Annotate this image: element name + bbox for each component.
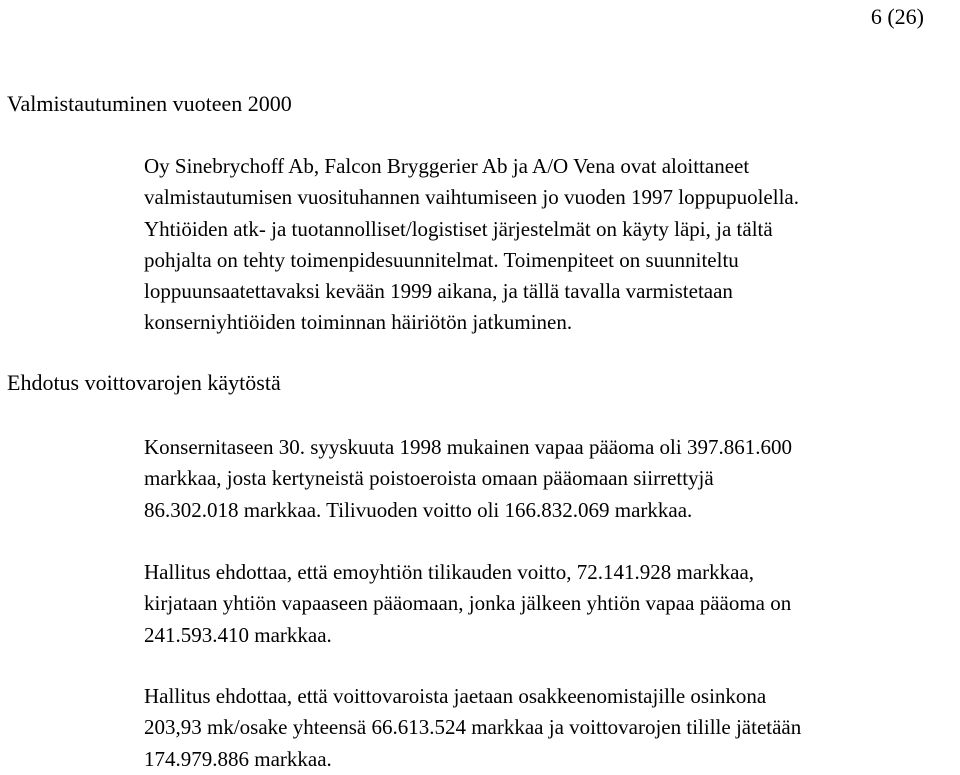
- paragraph-line: pohjalta on tehty toimenpidesuunnitelmat. Toimenpiteet on suunniteltu: [144, 247, 739, 272]
- paragraph-line: 86.302.018 markkaa. Tilivuoden voitto oli 166.832.069 markkaa.: [144, 497, 693, 522]
- paragraph-dividend: [144, 681, 944, 775]
- section-heading-y2k: Valmistautuminen vuoteen 2000: [7, 91, 292, 116]
- paragraph-line: loppuunsaatettavaksi kevään 1999 aikana, ja tällä tavalla varmistetaan: [144, 279, 733, 304]
- paragraph-line: 241.593.410 markkaa.: [144, 622, 332, 647]
- paragraph-line: valmistautumisen vuosituhannen vaihtumiseen jo vuoden 1997 loppupuolella.: [144, 185, 799, 210]
- paragraph-y2k: [144, 151, 944, 339]
- paragraph-line: 203,93 mk/osake yhteensä 66.613.524 markkaa ja voittovarojen tilille jätetään: [144, 715, 802, 740]
- paragraph-line: Oy Sinebrychoff Ab, Falcon Bryggerier Ab ja A/O Vena ovat aloittaneet: [144, 154, 750, 178]
- paragraph-parent-profit: [144, 557, 944, 651]
- page-number: 6 (26): [870, 4, 924, 29]
- section-heading-profit: Ehdotus voittovarojen käytöstä: [7, 370, 281, 395]
- paragraph-line: 174.979.886 markkaa.: [144, 746, 332, 771]
- paragraph-equity: [144, 432, 944, 526]
- paragraph-line: Hallitus ehdottaa, että emoyhtiön tilikauden voitto, 72.141.928 markkaa,: [144, 560, 755, 584]
- paragraph-line: Yhtiöiden atk- ja tuotannolliset/logistiset järjestelmät on käyty läpi, ja tältä: [144, 216, 773, 241]
- paragraph-line: Hallitus ehdottaa, että voittovaroista jaetaan osakkeenomistajille osinkona: [144, 684, 767, 708]
- paragraph-line: markkaa, josta kertyneistä poistoeroista omaan pääomaan siirrettyjä: [144, 466, 714, 491]
- paragraph-line: konserniyhtiöiden toiminnan häiriötön jatkuminen.: [144, 310, 573, 335]
- paragraph-line: kirjataan yhtiön vapaaseen pääomaan, jonka jälkeen yhtiön vapaa pääoma on: [144, 591, 792, 616]
- paragraph-line: Konsernitaseen 30. syyskuuta 1998 mukainen vapaa pääoma oli 397.861.600: [144, 435, 792, 459]
